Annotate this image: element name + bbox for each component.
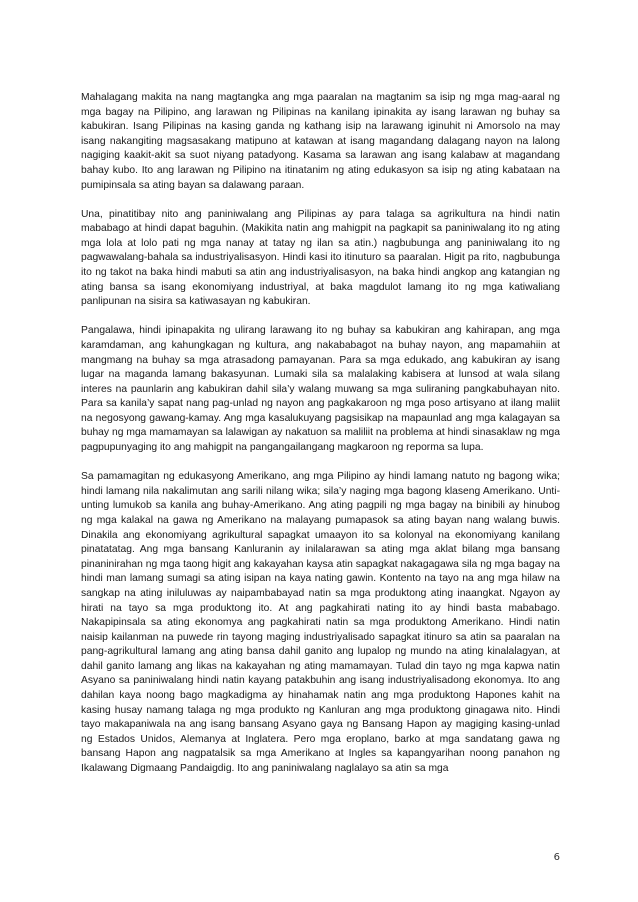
document-body bbox=[81, 91, 560, 791]
paragraph-3: Pangalawa, hindi ipinapakita ng ulirang larawang ito ng buhay sa kabukiran ang kahirapan, ang mga karamdaman, ang kahungkagan ng kultura, ang nakababagot na buhay nayon, ang mapamahiin at mangmang na buhay sa mga atrasadong pamayanan. Para sa mga edukado, ang kabukiran ay isang lugar na maganda lamang bakasyunan. Lumaki sila sa malalaking kabisera at lunsod at wala silang interes na paunlarin ang kabukiran dahil sila’y walang muwang sa mga suliraning pangkabuhayan nito. Para sa kanila’y sapat nang pag-unlad ng nayon ang pagkakaroon ng mga poso artisyano at ilang maliit na negosyong gawang-kamay. Ang mga kasalukuyang pagsisikap na mapaunlad ang mga kalagayan sa buhay ng mga mamamayan sa lalawigan ay nakatuon sa maliliit na problema at hindi sinasaklaw ng mga pagpupunyaging ito ang mahigpit na pangangailangang magkaroon ng reporma sa lupa. bbox=[81, 325, 560, 454]
paragraph-2: Una, pinatitibay nito ang paniniwalang ang Pilipinas ay para talaga sa agrikultura na hindi natin mababago at hindi dapat baguhin. (Makikita natin ang mahigpit na pagkapit sa paniniwalang ito ng ating mga lola at lolo pati ng mga nanay at tatay ng ilan sa atin.) nagbubunga ang paniniwalang ito ng pagwawalang-bahala sa industriyalisasyon. Hindi kasi ito itinuturo sa paaralan. Higit pa rito, nagbubunga ito ng takot na baka hindi mabuti sa atin ang industriyalisasyon, na baka hindi angkop ang katangian ng ating bansa sa isang ekonomiyang industriyal, at baka magdulot lamang ito ng mga katiwaliang panlipunan na sisira sa katiwasayan ng kabukiran. bbox=[81, 208, 560, 308]
paragraph-4: Sa pamamagitan ng edukasyong Amerikano, ang mga Pilipino ay hindi lamang natuto ng bagong wika; hindi lamang nila nakalimutan ang sarili nilang wika; sila’y naging mga bagong klaseng Amerikano. Unti-unting lumukob sa kanila ang buhay-Amerikano. Ang ating pagpili ng mga bagay na binibili ay hinubog ng mga kalakal na gawa ng Amerikano na malayang pumapasok sa ating bayan nang walang buwis. Dinakila ang ekonomiyang agrikultural sapagkat umaayon ito sa kolonyal na ekonomiyang kanilang pinatatatag. Ang mga bansang Kanluranin ay inilalarawan sa ating mga aklat bilang mga bansang pinaninirahan ng mga taong higit ang kakayahan kaysa atin sapagkat nakagagawa sila ng mga bagay na hindi man lamang sumagi sa ating isipan na kaya nating gawin. Kontento na tayo na ang mga hilaw na sangkap na ating iniluluwas ay naipambabayad natin sa mga produktong ating inaangkat. Ngayon ay hirati na tayo sa mga produktong ito. At ang pagkahirati nating ito ay hindi basta mababago. Nakapipinsala sa ating ekonomya ang pagkahirati natin sa mga produktong Amerikano. Hindi natin naisip kailanman na puwede rin tayong maging industriyalisado sapagkat itinuro sa atin sa paaralan na pang-agrikultural lamang ang ating bansa dahil ganito ang lupalop ng mundo na ating kinalalagyan, at dahil ganito lamang ang likas na kakayahan ng ating mamamayan. Tulad din tayo ng mga kapwa natin Asyano sa paniniwalang hindi natin kayang patakbuhin ang isang industriyalisadong ekonomya. Ito ang dahilan kaya noong bago magkadigma ay hinahamak natin ang mga produktong Hapones kahit na kasing husay namang talaga ng mga produkto ng Kanluran ang mga produktong ginagawa nito. Hindi tayo makapaniwala na ang isang bansang Asyano gaya ng Bansang Hapon ay magiging kasing-unlad ng Estados Unidos, Alemanya at Inglatera. Pero mga eroplano, barko at mga sandatang gawa ng bansang Hapon ang nagpatalsik sa mga Amerikano at Ingles sa kapangyarihan noong panahon ng Ikalawang Digmaang Pandaigdig. Ito ang paniniwalang naglalayo sa atin sa mga bbox=[81, 471, 560, 775]
page-number: 6 bbox=[553, 852, 560, 863]
paragraph-1: Mahalagang makita na nang magtangka ang mga paaralan na magtanim sa isip ng mga mag-aaral ng mga bagay na Pilipino, ang larawan ng Pilipinas na kanilang ipinakita ay isang larawan ng buhay sa kabukiran. Isang Pilipinas na kasing ganda ng kathang isip na larawang iginuhit ni Amorsolo na may isang nakangiting magsasakang matipuno at katawan at isang magandang dalagang nayon na lalong nagiging kaakit-akit sa suot niyang patadyong. Kasama sa larawan ang isang kalabaw at magandang bahay kubo. Ito ang larawan ng Pilipino na itinatanim ng ating edukasyon sa isip ng ating kabataan na pumipinsala sa ating bayan sa dalawang paraan. bbox=[81, 92, 560, 191]
